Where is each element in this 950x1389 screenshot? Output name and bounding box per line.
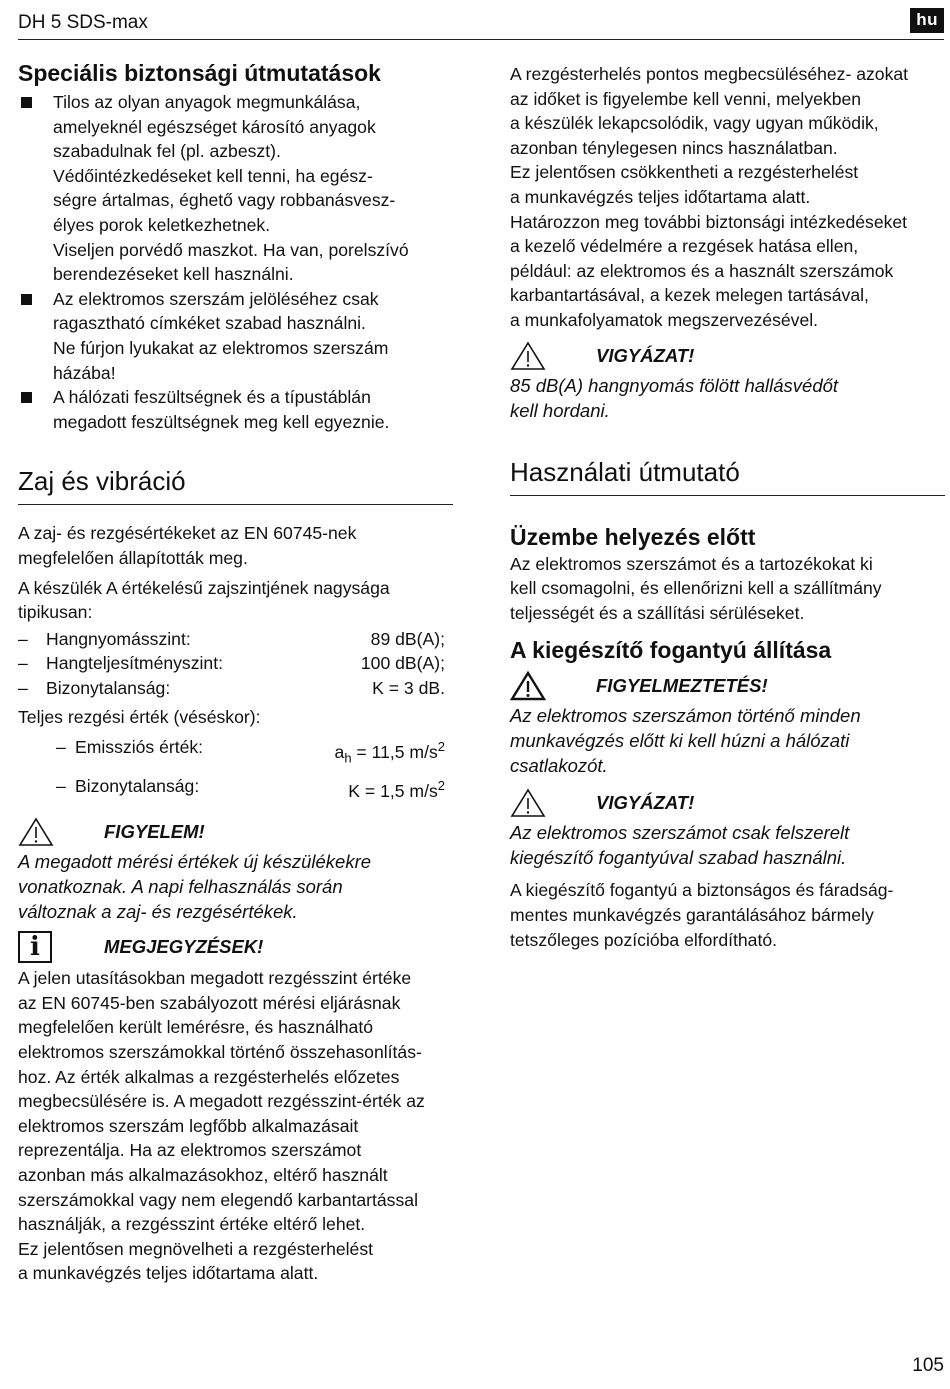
vibration-row: – Emissziós érték: $a_h = 11,5$ $m/s^2$ [18,733,453,772]
notes-title: MEGJEGYZÉSEK! [104,936,264,958]
warning-triangle-icon [510,788,546,818]
before-use-text: Az elektromos szerszámot és a tartozékokat ki kell csomagolni, és ellenőrizni kell a szállítmány teljességét és a szállítási sérüléseket. [510,553,882,623]
caution-notice [510,786,945,820]
vibration-intro: Teljes rezgési érték (véséskor): [18,707,261,728]
vibration-values [18,733,453,805]
noise-heading: Zaj és vibráció [18,464,453,505]
list-item: Az elektromos szerszám jelöléséhez csak ragasztható címkéket szabad használni. Ne fúrjon lyukakat az elektromos szerszám házába! [18,287,453,385]
safety-heading: Speciális biztonsági útmutatások [18,60,381,86]
usage-heading: Használati útmutató [510,455,945,496]
noise-values [18,627,453,701]
notes-notice [18,930,453,964]
handle-heading: A kiegészítő fogantyú állítása [510,637,832,664]
caution-title: VIGYÁZAT! [596,792,695,814]
attention-text: A megadott mérési értékek új készülékekre vonatkoznak. A napi felhasználás során változnak a zaj- és rezgésértékek. [18,851,372,923]
warning-title: FIGYELMEZTETÉS! [596,675,768,697]
page-number: 105 [912,1355,944,1376]
noise-level-intro: A készülék A értékelésű zajszintjének nagysága tipikusan: [18,577,390,623]
language-badge: hu [910,8,944,33]
warning-notice [510,669,945,703]
page-header [18,8,944,40]
noise-row: – Hangnyomásszint: 89 dB(A); [18,627,453,652]
list-item: Tilos az olyan anyagok megmunkálása, amelyeknél egészséget károsító anyagok szabadulnak fel (pl. azbeszt). Védőintézkedéseket kell tenni, ha egész- ségre ártalmas, éghető vagy robbanásvesz- élyes porok keletkezhetnek. Viseljen porvédő maszkot. Ha van, porelszívó berendezéseket kell használni. [18,90,453,287]
noise-row: – Hangteljesítményszint: 100 dB(A); [18,651,453,676]
warning-triangle-icon [510,341,546,371]
warning-triangle-icon [510,671,546,701]
caution-notice [510,339,945,373]
caution-title: VIGYÁZAT! [596,344,695,366]
vibration-row: – Bizonytalanság: K = 1,5 $m/s^2$ [18,772,453,805]
handle-text: A kiegészítő fogantyú a biztonságos és fáradság- mentes munkavégzés garantálásához bármely tetszőleges pozícióba elfordítható. [510,880,894,950]
noise-intro: A zaj- és rezgésértékeket az EN 60745-nek megfelelően állapították meg. [18,523,357,568]
vibration-continuation: A rezgésterhelés pontos megbecsüléséhez- azokat az időket is figyelembe kell venni, melyekben a készülék lekapcsolódik, vagy ugyan működik, azonban ténylegesen nincs használatban. Ez jelentősen csökkentheti a rezgésterhelést a munkavégzés teljes időtartama alatt. Határozzon meg további biztonsági intézkedéseket a kezelő védelmére a rezgések hatása ellen, például: az elektromos és a használt szerszámok karbantartásával, a kezek melegen tartásával, a munkafolyamatok megszervezésével. [510,64,909,330]
warning-text: Az elektromos szerszámon történő minden munkavégzés előtt ki kell húzni a hálózati csatlakozót. [510,705,861,777]
before-use-heading: Üzembe helyezés előtt [510,523,756,550]
document-title: DH 5 SDS-max [18,12,148,33]
list-item: A hálózati feszültségnek és a típustáblán megadott feszültségnek meg kell egyeznie. [18,385,453,434]
warning-triangle-icon [18,817,54,847]
right-column [510,62,945,952]
safety-list [18,90,453,434]
caution-text: Az elektromos szerszámot csak felszerelt kiegészítő fogantyúval szabad használni. [510,822,850,869]
info-icon: i [18,931,52,963]
caution-text: 85 dB(A) hangnyomás fölött hallásvédőt kell hordani. [510,374,839,421]
noise-row: – Bizonytalanság: K = 3 dB. [18,676,453,701]
left-column [18,58,453,1286]
attention-notice [18,815,453,849]
notes-text: A jelen utasításokban megadott rezgésszint értéke az EN 60745-ben szabályozott mérési eljárásnak megfelelően került lemérésre, és használható elektromos szerszámokkal történő összehasonlítás- hoz. Az érték alkalmas a rezgésterhelés előzetes megbecsülésére is. A megadott rezgésszint-érték az elektromos szerszám legfőbb alkalmazásait reprezentálja. Ha az elektromos szerszámot azonban más alkalmazásokhoz, eltérő használt szerszámokkal vagy nem elegendő karbantartással használják, a rezgésszint értéke eltérő lehet. Ez jelentősen megnövelheti a rezgésterhelést a munkavégzés teljes időtartama alatt. [18,968,425,1284]
attention-title: FIGYELEM! [104,821,205,843]
